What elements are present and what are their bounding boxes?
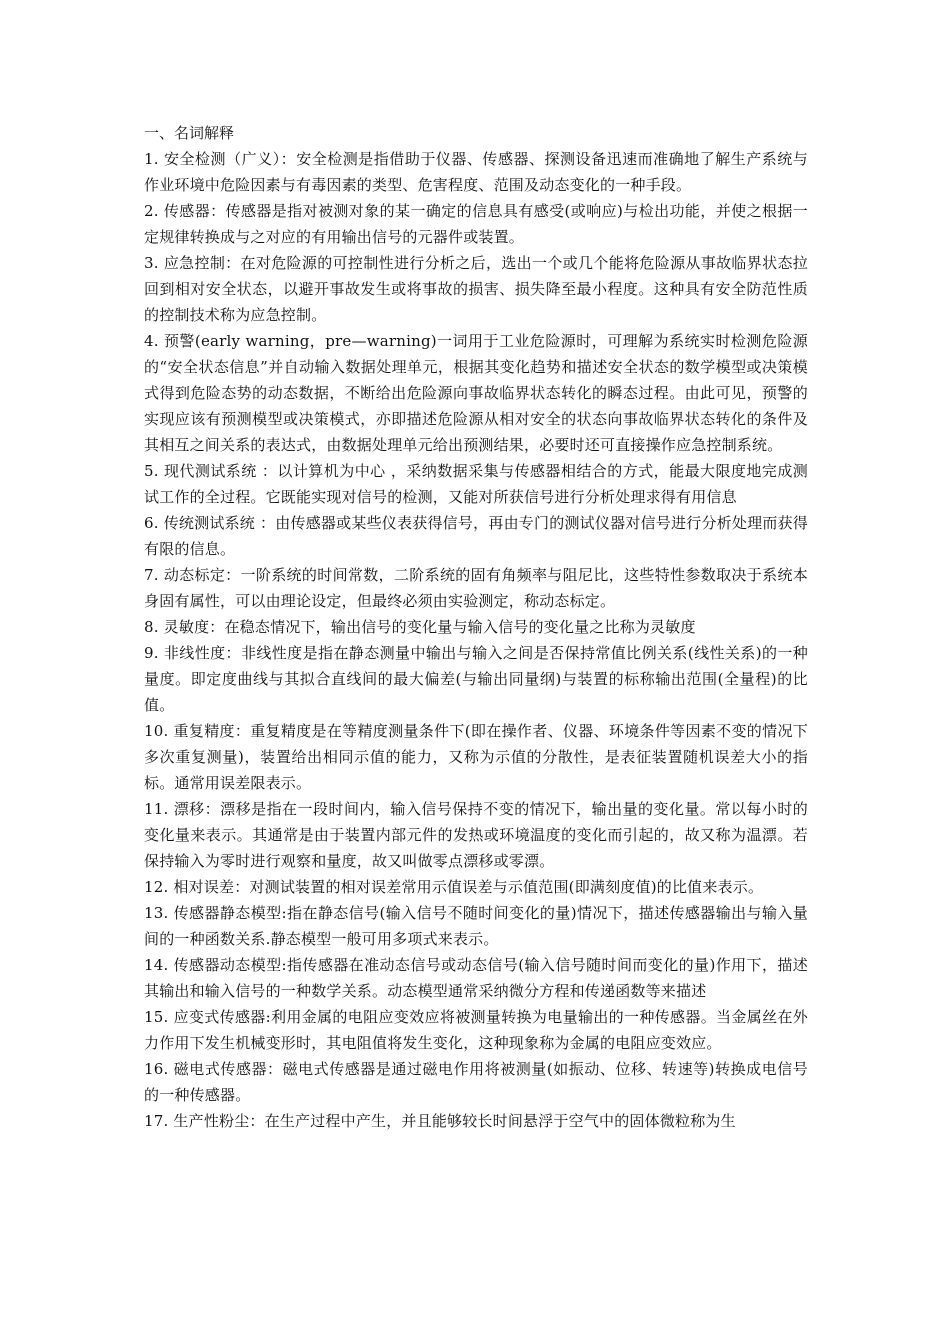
term-definition: 在生产过程中产生，并且能够较长时间悬浮于空气中的固体微粒称为生: [264, 1112, 736, 1130]
definition-entry: [144, 458, 808, 510]
term-definition: 传感器是指对被测对象的某一确定的信息具有感受(或响应)与检出功能，并使之根据一定规律转换成与之对应的有用输出信号的元器件或装置。: [144, 202, 808, 246]
definition-entry: [144, 250, 808, 328]
section-title: 一、名词解释: [144, 124, 235, 142]
term-label: 9. 非线性度：: [144, 644, 241, 662]
term-definition: 指在静态信号(输入信号不随时间变化的量)情况下，描述传感器输出与输入量间的一种函数关系.静态模型一般可用多项式来表示。: [144, 904, 808, 948]
definition-entry: [144, 1004, 808, 1056]
term-label: 12. 相对误差：: [144, 878, 250, 896]
definition-entry: [144, 640, 808, 718]
definition-entry: [144, 952, 808, 1004]
definition-entry: [144, 614, 808, 640]
definition-entry: [144, 1056, 808, 1108]
term-label: 11. 漂移：: [144, 800, 221, 818]
term-definition: 漂移是指在一段时间内，输入信号保持不变的情况下，输出量的变化量。常以每小时的变化量来表示。其通常是由于装置内部元件的发热或环境温度的变化而引起的，故又称为温漂。若保持输入为零时进行观察和量度，故又叫做零点漂移或零漂。: [144, 800, 808, 870]
definition-list: [144, 146, 808, 1134]
term-label: 4. 预警: [144, 332, 195, 350]
definition-entry: [144, 1108, 808, 1134]
term-label: 1. 安全检测（广义）：: [144, 150, 297, 168]
term-definition: 指传感器在准动态信号或动态信号(输入信号随时间而变化的量)作用下，描述其输出和输入信号的一种数学关系。动态模型通常采纳微分方程和传递函数等来描述: [144, 956, 808, 1000]
term-definition: 非线性度是指在静态测量中输出与输入之间是否保持常值比例关系(线性关系)的一种量度。即定度曲线与其拟合直线间的最大偏差(与输出同量纲)与装置的标称输出范围(全量程)的比值。: [144, 644, 808, 714]
term-definition: 以计算机为中心 ，采纳数据采集与传感器相结合的方式，能最大限度地完成测试工作的全过程。它既能实现对信号的检测，又能对所获信号进行分析处理求得有用信息: [144, 462, 808, 506]
term-definition: 磁电式传感器是通过磁电作用将被测量(如振动、位移、转速等)转换成电信号的一种传感器。: [144, 1060, 808, 1104]
term-label: 5. 现代测试系统 ：: [144, 462, 278, 480]
term-definition: 安全检测是指借助于仪器、传感器、探测设备迅速而准确地了解生产系统与作业环境中危险因素与有毒因素的类型、危害程度、范围及动态变化的一种手段。: [144, 150, 809, 194]
definition-entry: [144, 900, 808, 952]
term-definition: 重复精度是在等精度测量条件下(即在操作者、仪器、环境条件等因素不变的情况下多次重复测量)，装置给出相同示值的能力，又称为示值的分散性，是表征装置随机误差大小的指标。通常用误差限表示。: [144, 722, 808, 792]
term-definition: 由传感器或某些仪表获得信号，再由专门的测试仪器对信号进行分析处理而获得有限的信息。: [144, 514, 808, 558]
term-label: 17. 生产性粉尘：: [144, 1112, 265, 1130]
term-label: 14. 传感器动态模型:: [144, 956, 287, 974]
term-label: 3. 应急控制：: [144, 254, 241, 272]
definition-entry: [144, 510, 808, 562]
term-definition: 利用金属的电阻应变效应将被测量转换为电量输出的一种传感器。当金属丝在外力作用下发生机械变形时，其电阻值将发生变化，这种现象称为金属的电阻应变效应。: [144, 1008, 808, 1052]
term-definition: 一阶系统的时间常数，二阶系统的固有角频率与阻尼比，这些特性参数取决于系统本身固有属性，可以由理论设定，但最终必须由实验测定，称动态标定。: [144, 566, 808, 610]
term-label: 6. 传统测试系统 ：: [144, 514, 276, 532]
definition-entry: [144, 874, 808, 900]
term-label: 15. 应变式传感器:: [144, 1008, 271, 1026]
term-definition: 在对危险源的可控制性进行分析之后，选出一个或几个能将危险源从事故临界状态拉回到相对安全状态，以避开事故发生或将事故的损害、损失降至最小程度。这种具有安全防范性质的控制技术称为应急控制。: [144, 254, 808, 324]
term-label: 2. 传感器：: [144, 202, 226, 220]
definition-entry: [144, 146, 808, 198]
term-label: 16. 磁电式传感器：: [144, 1060, 283, 1078]
term-label: 13. 传感器静态模型:: [144, 904, 287, 922]
definition-entry: [144, 796, 808, 874]
definition-entry: [144, 562, 808, 614]
definition-entry: [144, 718, 808, 796]
term-label: 8. 灵敏度：: [144, 618, 225, 636]
term-definition: 在稳态情况下，输出信号的变化量与输入信号的变化量之比称为灵敏度: [224, 618, 696, 636]
term-label: 7. 动态标定：: [144, 566, 241, 584]
document-page: [144, 120, 808, 1134]
definition-entry: [144, 198, 808, 250]
term-definition: 对测试装置的相对误差常用示值误差与示值范围(即满刻度值)的比值来表示。: [249, 878, 764, 896]
definition-entry: [144, 328, 808, 458]
term-label: 10. 重复精度：: [144, 722, 251, 740]
term-definition: (early warning，pre—warning)一词用于工业危险源时，可理解为系统实时检测危险源的“安全状态信息”并自动输入数据处理单元，根据其变化趋势和描述安全状态的数学模型或决策模式得到危险态势的动态数据，不断给出危险源向事故临界状态转化的瞬态过程。由此可见，预警的实现应该有预测模型或决策模式，亦即描述危险源从相对安全的状态向事故临界状态转化的条件及其相互之间关系的表达式，由数据处理单元给出预测结果，必要时还可直接操作应急控制系统。: [144, 332, 808, 454]
